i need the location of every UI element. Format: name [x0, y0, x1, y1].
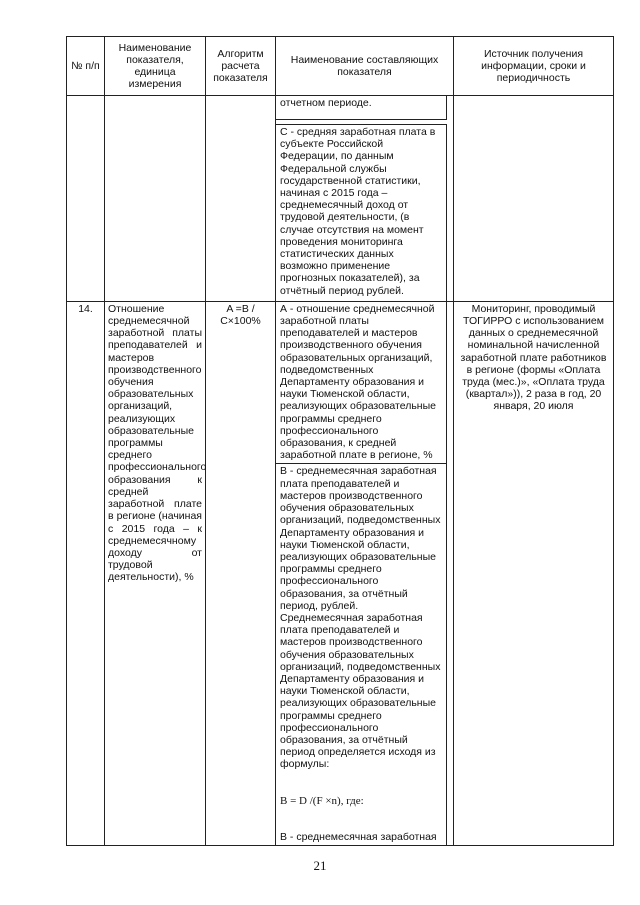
formula: B = D /(F ×n), где: — [280, 794, 364, 807]
table-row — [67, 301, 614, 845]
header-number: № п/п — [67, 37, 105, 96]
cell-number: 14. — [67, 301, 105, 845]
component-c: С - средняя заработная плата в субъекте Российской Федерации, по данным Федеральной службы государственной статистики, начиная с 2015 года – среднемесячный доход от трудовой деятельности, (в случае отсутствия на момент проведения мониторинга статистических данных возможно применение прогнозных показателей), за отчётный период рублей. — [276, 124, 447, 301]
table-row — [67, 96, 614, 302]
page-number: 21 — [313, 858, 327, 873]
cell-source-empty — [454, 96, 614, 302]
header-source: Источник получения информации, сроки и периодичность — [454, 37, 614, 96]
header-indicator-name: Наименование показателя, единица измерения — [105, 37, 206, 96]
header-components: Наименование составляющих показателя — [276, 37, 454, 96]
component-a: А - отношение среднемесячной заработной платы преподавателей и мастеров производственного обучения образовательных организаций, подведомственных Департаменту образования и науки Тюменской области, реализующих образовательные программы среднего профессионального образования, к средней заработной плате в регионе, % — [276, 302, 447, 465]
cell-algorithm: A =B / C×100% — [206, 301, 276, 845]
component-b-extra: Среднемесячная заработная плата преподавателей и мастеров производственного обучения образовательных организаций, подведомственных Департаменту образования и науки Тюменской области, реализующих образовательные программы среднего профессионального образования, за отчётный период определяется исходя из формулы: — [280, 611, 441, 771]
cell-name-empty — [105, 96, 206, 302]
cell-components — [276, 301, 454, 845]
component-a-tail: отчетном периоде. — [276, 96, 447, 120]
cell-algorithm-empty — [206, 96, 276, 302]
table-header-row — [67, 37, 614, 96]
cell-number-empty — [67, 96, 105, 302]
cell-indicator-name: Отношение среднемесячной заработной платы преподавателей и мастеров производственного обучения образовательных организаций, реализующих образовательные программы среднего профессионального образования к средней заработной плате в регионе (начиная с 2015 года – к среднемесячному доходу от трудовой деятельности), % — [105, 301, 206, 845]
component-b: В - среднемесячная заработная плата преподавателей и мастеров производственного обучения образовательных организаций, подведомственных Департаменту образования и науки Тюменской области, реализующих образовательные программы среднего профессионального образования, за отчётный период, рублей. — [280, 465, 441, 612]
header-algorithm: Алгоритм расчета показателя — [206, 37, 276, 96]
indicator-table — [66, 36, 614, 846]
component-b-block — [276, 464, 447, 844]
cell-components-cont — [276, 96, 454, 302]
cell-source: Мониторинг, проводимый ТОГИРРО с использованием данных о среднемесячной номинальной начисленной заработной плате работников в регионе (формы «Оплата труда (мес.)», «Оплата труда (квартал»)), 2 раза в год, 20 января, 20 июля — [454, 301, 614, 845]
component-b-continued: В - среднемесячная заработная — [280, 830, 437, 843]
